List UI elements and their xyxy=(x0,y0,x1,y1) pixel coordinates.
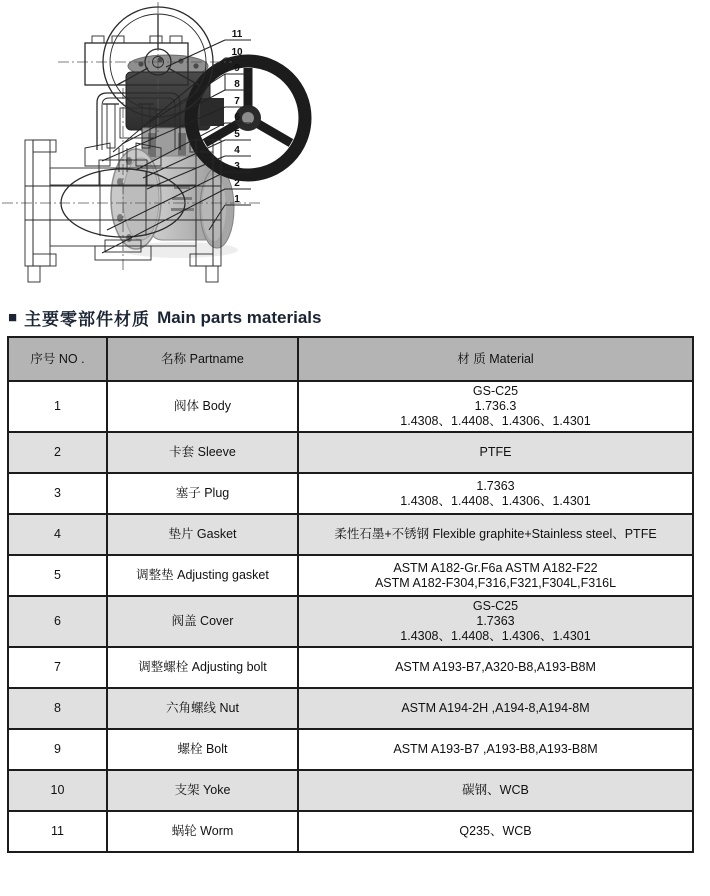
cell-no: 9 xyxy=(8,729,107,770)
cell-partname: 调整垫 Adjusting gasket xyxy=(107,555,298,596)
cell-no: 8 xyxy=(8,688,107,729)
section-title-cn: 主要零部件材质 xyxy=(24,310,151,329)
cell-partname: 塞子 Plug xyxy=(107,473,298,514)
table-row xyxy=(8,770,693,811)
cell-material xyxy=(298,770,693,811)
material-line: ASTM A182-F304,F316,F321,F304L,F316L xyxy=(374,575,617,590)
cell-material xyxy=(298,596,693,647)
cell-no: 2 xyxy=(8,432,107,473)
cell-material xyxy=(298,514,693,555)
callout-7: 7 xyxy=(234,96,240,107)
cell-material xyxy=(298,729,693,770)
material-line: ASTM A193-B7,A320-B8,A193-B8M xyxy=(395,660,596,674)
table-row xyxy=(8,473,693,514)
cell-no: 11 xyxy=(8,811,107,852)
cell-partname: 阀体 Body xyxy=(107,381,298,432)
materials-table-body xyxy=(8,381,693,852)
cell-no: 1 xyxy=(8,381,107,432)
table-row xyxy=(8,688,693,729)
cell-material xyxy=(298,381,693,432)
cell-material xyxy=(298,473,693,514)
cell-partname: 蜗轮 Worm xyxy=(107,811,298,852)
material-line: GS-C25 xyxy=(472,384,519,398)
cell-material xyxy=(298,811,693,852)
cell-material xyxy=(298,432,693,473)
table-row xyxy=(8,811,693,852)
callout-1: 1 xyxy=(234,194,240,205)
callout-11: 11 xyxy=(231,29,243,40)
cell-no: 5 xyxy=(8,555,107,596)
title-bullet-icon: ■ xyxy=(8,309,18,326)
cell-partname: 垫片 Gasket xyxy=(107,514,298,555)
cell-no: 3 xyxy=(8,473,107,514)
callout-5: 5 xyxy=(234,129,240,140)
material-line: 柔性石墨+不锈钢 Flexible graphite+Stainless steel、PTFE xyxy=(334,527,657,541)
header-partname: 名称 Partname xyxy=(107,337,298,381)
material-line: 1.4308、1.4408、1.4306、1.4301 xyxy=(400,414,591,428)
callout-10: 10 xyxy=(231,47,243,58)
table-row xyxy=(8,596,693,647)
gland-right xyxy=(136,143,161,166)
cell-no: 6 xyxy=(8,596,107,647)
cell-material xyxy=(298,688,693,729)
callout-8: 8 xyxy=(234,79,240,90)
table-row xyxy=(8,647,693,688)
cell-partname: 六角螺线 Nut xyxy=(107,688,298,729)
table-row xyxy=(8,729,693,770)
material-line: 1.4308、1.4408、1.4306、1.4301 xyxy=(400,629,591,643)
callout-3: 3 xyxy=(234,161,240,172)
cell-partname: 阀盖 Cover xyxy=(107,596,298,647)
header-no: 序号 NO . xyxy=(8,337,107,381)
section-title-en: Main parts materials xyxy=(157,307,322,327)
table-row xyxy=(8,432,693,473)
table-row xyxy=(8,555,693,596)
material-line: PTFE xyxy=(479,445,512,459)
callout-9: 9 xyxy=(234,63,240,74)
cell-partname: 卡套 Sleeve xyxy=(107,432,298,473)
material-line: 碳钢、WCB xyxy=(462,783,529,797)
table-header-row xyxy=(8,337,693,381)
materials-table xyxy=(7,336,694,853)
cell-no: 10 xyxy=(8,770,107,811)
callout-2: 2 xyxy=(234,178,240,189)
table-row xyxy=(8,514,693,555)
callout-labels xyxy=(231,29,243,205)
callout-6: 6 xyxy=(234,112,240,123)
header-material: 材 质 Material xyxy=(298,337,693,381)
material-line: 1.7363 xyxy=(476,614,515,628)
cell-no: 7 xyxy=(8,647,107,688)
section-title xyxy=(8,305,321,330)
material-line: Q235、WCB xyxy=(459,824,532,838)
material-line: ASTM A194-2H ,A194-8,A194-8M xyxy=(401,701,590,715)
cell-partname: 支架 Yoke xyxy=(107,770,298,811)
material-line: 1.4308、1.4408、1.4306、1.4301 xyxy=(400,493,591,508)
cell-partname: 螺栓 Bolt xyxy=(107,729,298,770)
cell-material xyxy=(298,647,693,688)
material-line: ASTM A193-B7 ,A193-B8,A193-B8M xyxy=(393,742,598,756)
valve-section-diagram xyxy=(0,0,350,292)
cell-partname: 调整螺栓 Adjusting bolt xyxy=(107,647,298,688)
cell-material xyxy=(298,555,693,596)
material-line: 1.736.3 xyxy=(474,399,517,413)
table-row xyxy=(8,381,693,432)
callout-4: 4 xyxy=(234,145,240,156)
material-line: GS-C25 xyxy=(472,599,519,613)
material-line: ASTM A182-Gr.F6a ASTM A182-F22 xyxy=(393,560,598,575)
gearbox-outline xyxy=(85,36,188,85)
material-line: 1.7363 xyxy=(476,478,515,493)
cell-no: 4 xyxy=(8,514,107,555)
